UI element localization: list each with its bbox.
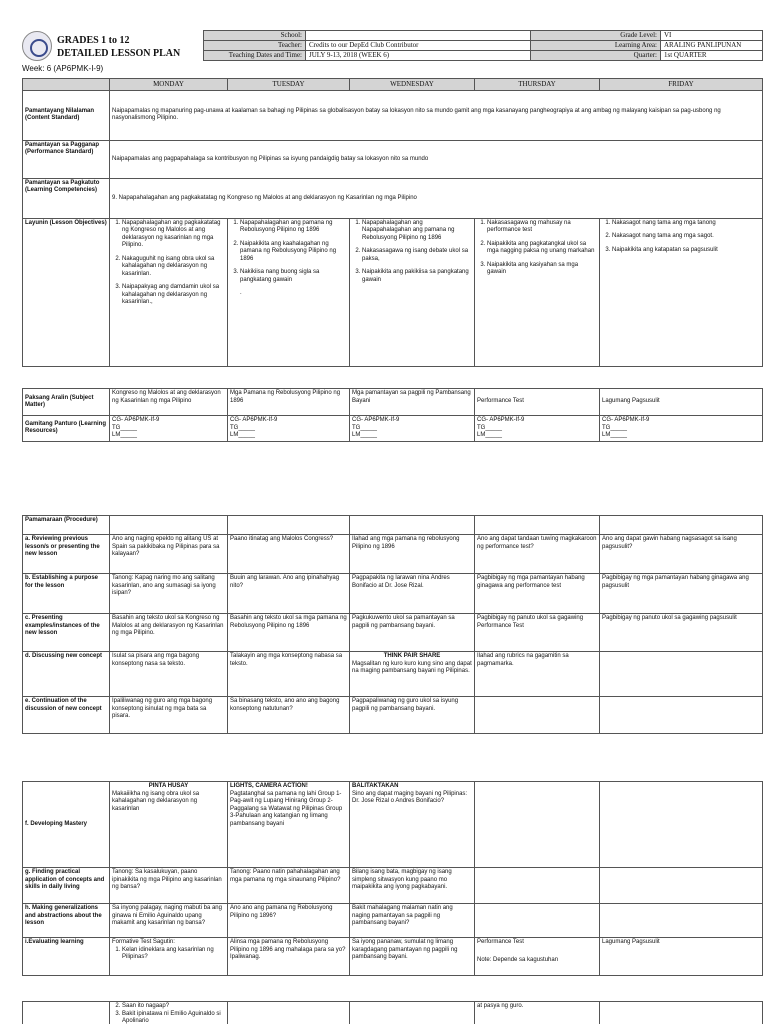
lm-line: LM_____	[230, 432, 256, 438]
dates-value: JULY 9-13, 2018 (WEEK 6)	[306, 51, 531, 61]
step-a-friday: Ano ang dapat gawin habang nagsasagot sa isang pagsusulit?	[600, 535, 763, 574]
objectives-tuesday-extra: .	[240, 290, 242, 297]
list-item: 3. Nakikiisa nang buong sigla sa pangkatang gawain	[240, 269, 347, 284]
competencies-label: Pamantayan sa Pagkatuto (Learning Competencies)	[23, 178, 110, 218]
standards-table	[22, 78, 763, 367]
empty-cell	[600, 1002, 763, 1024]
step-a-tuesday: Paano itinatag ang Malolos Congress?	[228, 535, 350, 574]
empty-cell	[110, 516, 228, 535]
list-item: 2. Nakasagot nang tama ang mga sagot.	[612, 233, 760, 241]
continuation-thursday: at pasya ng guro.	[475, 1002, 600, 1024]
step-b-friday: Pagbibigay ng mga pamantayan habang ginagawa ang pagsusulit	[600, 574, 763, 614]
step-e-label: e. Continuation of the discussion of new concept	[23, 697, 110, 734]
list-item: 3. Bakit ipinatawa ni Emilio Aguinaldo si Apolinario	[122, 1011, 225, 1024]
activity-title: PINTA HUSAY	[148, 783, 189, 789]
objectives-thursday	[475, 218, 600, 366]
objectives-friday	[600, 218, 763, 366]
empty-cell	[600, 782, 763, 868]
subject-thursday: Performance Test	[475, 389, 600, 416]
continuation-table	[22, 1001, 763, 1024]
list-item: 1. Nakasagot nang tama ang mga tanong	[612, 220, 760, 228]
objectives-wednesday	[350, 218, 475, 366]
step-a-label: a. Reviewing previous lesson/s or presenting the new lesson	[23, 535, 110, 574]
curriculum-guide-code: CG- AP6PMK-If-9	[230, 417, 278, 423]
list-item: 1. Nakasasagawa ng mahusay na performance test	[487, 220, 597, 235]
lm-line: LM_____	[602, 432, 628, 438]
continuation-monday	[110, 1002, 228, 1024]
curriculum-guide-code: CG- AP6PMK-If-9	[352, 417, 400, 423]
step-e-friday	[600, 697, 763, 734]
step-a-thursday: Ano ang dapat tandaan tuwing magkakaroon ng performance test?	[475, 535, 600, 574]
procedure-table	[22, 515, 763, 734]
info-table	[203, 30, 763, 61]
performance-test-label: Performance Test	[477, 939, 524, 945]
step-c-thursday: Pagbibigay ng panuto ukol sa gagawing Performance Test	[475, 614, 600, 652]
content-standard-text: Naipapamalas ng mapanuring pag-unawa at kaalaman sa bahagi ng Pilipinas sa globalisasyon batay sa lokasyon nito sa mundo gamit ang mga kasanayang pangheograpiya at ang ambag ng malayang kaisipan sa pag-usbong ng nasyonalismong Pilipino.	[110, 90, 763, 140]
school-label: School:	[204, 31, 306, 41]
list-item: 2. Saan ito nagaap?	[122, 1003, 225, 1011]
note-text: Note: Depende sa kagustuhan	[477, 956, 559, 963]
list-item: 3. Naipakikita ang kasiyahan sa mga gawain	[487, 262, 597, 277]
step-d-wednesday	[350, 652, 475, 697]
step-h-friday	[600, 904, 763, 938]
step-g-label: g. Finding practical application of concepts and skills in daily living	[23, 868, 110, 904]
step-i-friday: Lagumang Pagsusulit	[600, 938, 763, 976]
subject-matter-label: Paksang Aralin (Subject Matter)	[23, 389, 110, 416]
content-standard-label: Pamantayang Nilalaman (Content Standard)	[23, 90, 110, 140]
grade-value: VI	[661, 31, 763, 41]
activity-title: BALITAKTAKAN	[352, 783, 399, 789]
subject-monday: Kongreso ng Malolos at ang deklarasyon ng Kasarinlan ng mga Pilipino	[110, 389, 228, 416]
step-i-label: i.Evaluating learning	[23, 938, 110, 976]
activity-text: Makaiiikha ng isang obra ukol sa kahalagahan ng deklarasyon ng kasarinlan	[112, 790, 200, 812]
empty-cell	[228, 1002, 350, 1024]
deped-seal-icon	[22, 31, 52, 61]
curriculum-guide-code: CG- AP6PMK-If-9	[477, 417, 525, 423]
step-g-wednesday: Bilang isang bata, magbigay ng isang simpleng sitwasyon kung paano mo maipakikita ang iyong pagkabayani.	[350, 868, 475, 904]
empty-cell	[600, 516, 763, 535]
teacher-value: Credits to our DepEd Club Contributor	[306, 41, 531, 51]
resources-monday	[110, 416, 228, 442]
step-f-monday	[110, 782, 228, 868]
curriculum-guide-code: CG- AP6PMK-If-9	[602, 417, 650, 423]
step-h-thursday	[475, 904, 600, 938]
subject-wednesday: Mga pamantayan sa pagpili ng Pambansang Bayani	[350, 389, 475, 416]
step-f-label: f. Developing Mastery	[23, 782, 110, 868]
resources-tuesday	[228, 416, 350, 442]
competencies-text: 9. Napapahalagahan ang pagkakatatag ng Kongreso ng Malolos at ang deklarasyon ng Kasarinlan ng mga Pilipino	[110, 178, 763, 218]
area-value: ARALING PANLIPUNAN	[661, 41, 763, 51]
resources-thursday	[475, 416, 600, 442]
activity-text: Sino ang dapat maging bayani ng Pilipinas: Dr. Jose Rizal o Andres Bonifacio?	[352, 790, 468, 804]
step-b-monday: Tanong: Kapag naring mo ang salitang kasarinlan, ano ang sumasagi sa iyong isipan?	[110, 574, 228, 614]
step-b-tuesday: Buuin ang larawan. Ano ang ipinahahyag nito?	[228, 574, 350, 614]
list-item: 1. Kelan idineklara ang kasarinlan ng Pilipinas?	[122, 947, 225, 962]
step-i-monday	[110, 938, 228, 976]
grade-label: Grade Level:	[531, 31, 661, 41]
curriculum-guide-code: CG- AP6PMK-If-9	[112, 417, 160, 423]
step-i-wednesday: Sa iyong pananaw, sumulat ng limang karagdagang pamantayan ng pagpili ng pambansang bayani.	[350, 938, 475, 976]
step-a-monday: Ano ang naging epekto ng alitang US at Spain sa pakikibaka ng Pilipinas para sa kalayaan?	[110, 535, 228, 574]
step-c-monday: Basahin ang teksto ukol sa Kongreso ng Malolos at ang deklarasyon ng Kasarinlan ng mga Pilipino.	[110, 614, 228, 652]
subject-table	[22, 388, 763, 442]
step-b-wednesday: Pagpapakita ng larawan nina Andres Bonifacio at Dr. Jose Rizal.	[350, 574, 475, 614]
day-friday: FRIDAY	[600, 79, 763, 91]
step-i-thursday	[475, 938, 600, 976]
formative-test-label: Formative Test Sagutin:	[112, 939, 175, 945]
tg-line: TG_____	[230, 424, 256, 431]
procedure-label: Pamamaraan (Procedure)	[23, 516, 110, 535]
list-item: 1. Napapahalagahan ang Napapahalagahan ang pamana ng Rebolusyong Pilipino ng 1896	[362, 220, 472, 243]
corner-cell	[23, 79, 110, 91]
school-value	[306, 31, 531, 41]
day-wednesday: WEDNESDAY	[350, 79, 475, 91]
quarter-value: 1st QUARTER	[661, 51, 763, 61]
step-h-monday: Sa inyong palagay, naging mabuti ba ang ginawa ni Emilio Aguinaldo upang makamit ang kasarinlan ng bansa?	[110, 904, 228, 938]
title-line-2: DETAILED LESSON PLAN	[57, 48, 181, 59]
step-d-monday: Isulat sa pisara ang mga bagong konseptong nasa sa teksto.	[110, 652, 228, 697]
lm-line: LM_____	[112, 432, 138, 438]
step-h-tuesday: Ano ano ang pamana ng Rebolusyong Pilipino ng 1896?	[228, 904, 350, 938]
empty-cell	[475, 516, 600, 535]
step-h-label: h. Making generalizations and abstractions about the lesson	[23, 904, 110, 938]
day-monday: MONDAY	[110, 79, 228, 91]
step-c-label: c. Presenting examples/instances of the new lesson	[23, 614, 110, 652]
performance-standard-label: Pamantayan sa Pagganap (Performance Standard)	[23, 140, 110, 178]
step-g-thursday	[475, 868, 600, 904]
resources-wednesday	[350, 416, 475, 442]
step-d-thursday: Ilahad ang rubrics na gagamitin sa pagmamarka.	[475, 652, 600, 697]
list-item: 2. Nakasasagawa ng isang debate ukol sa paksa,	[362, 248, 472, 263]
step-b-label: b. Establishing a purpose for the lesson	[23, 574, 110, 614]
empty-cell	[228, 516, 350, 535]
step-a-wednesday: Ilahad ang mga pamana ng rebolusyong Pilipino ng 1896	[350, 535, 475, 574]
activity-title: THINK PAIR SHARE	[383, 653, 441, 659]
tg-line: TG_____	[112, 424, 138, 431]
day-thursday: THURSDAY	[475, 79, 600, 91]
list-item: 1. Napapahalagahan ang pagkakatatag ng Kongreso ng Malolos at ang deklarasyon ng kasarinlan ng mga Pilipino.	[122, 220, 225, 250]
empty-cell	[350, 1002, 475, 1024]
list-item: 2. Nakaguguhit ng isang obra ukol sa kahalagahan ng deklarasyon ng kasarinlan.	[122, 256, 225, 279]
empty-cell	[600, 652, 763, 697]
step-e-thursday	[475, 697, 600, 734]
lm-line: LM_____	[352, 432, 378, 438]
activity-text: Magsalitan ng kuro kuro kung sino ang dapat na maging pambansang bayani ng Pilipinas.	[352, 660, 472, 674]
step-e-tuesday: Sa binasang teksto, ano ano ang bagong konseptong natutunan?	[228, 697, 350, 734]
resources-label: Gamitang Panturo (Learning Resources)	[23, 416, 110, 442]
step-e-wednesday: Pagpapaliwanag ng guro ukol sa isyung pagpili ng pambansang bayani.	[350, 697, 475, 734]
list-item: 3. Naipakikita ang pakikiisa sa pangkatang gawain	[362, 269, 472, 284]
dates-label: Teaching Dates and Time:	[204, 51, 306, 61]
objectives-monday	[110, 218, 228, 366]
quarter-label: Quarter:	[531, 51, 661, 61]
objectives-tuesday	[228, 218, 350, 366]
subject-tuesday: Mga Pamana ng Rebolusyong Pilipino ng 1896	[228, 389, 350, 416]
list-item: 3. Naipapakyag ang damdamin ukol sa kahalagahan ng deklarasyon ng kasarinlan.,	[122, 284, 225, 307]
empty-cell	[23, 1002, 110, 1024]
performance-standard-text: Naipapamalas ang pagpapahalaga sa kontribusyon ng Pilipinas sa isyung pandaigdig batay sa lokasyon nito sa mundo	[110, 140, 763, 178]
step-d-label: d. Discussing new concept	[23, 652, 110, 697]
step-i-tuesday: Alinsa mga pamana ng Rebolusyong Pilipino ng 1896 ang mahalaga para sa yo? Ipaliwanag.	[228, 938, 350, 976]
teacher-label: Teacher:	[204, 41, 306, 51]
tg-line: TG_____	[602, 424, 628, 431]
step-g-monday: Tanong: Sa kasalukuyan, paano ipinakikita ng mga Pilipino ang kasarinlan ng bansa?	[110, 868, 228, 904]
week-label: Week: 6 (AP6PMK-I-9)	[22, 64, 104, 73]
objectives-label: Layunin (Lesson Objectives)	[23, 218, 110, 366]
list-item: 3. Naipakikita ang katapatan sa pagsusulit	[612, 247, 760, 255]
step-g-friday	[600, 868, 763, 904]
activity-text: Pagtatanghal sa pamana ng lahi Group 1-Pag-awit ng Lupang Hinirang Group 2-Paggalang sa Watawat ng Pilipinas Group 3-Pahulaan ang katangian ng limang pambansang bayani	[230, 790, 343, 827]
lm-line: LM_____	[477, 432, 503, 438]
tg-line: TG_____	[477, 424, 503, 431]
activity-title: LIGHTS, CAMERA ACTION!	[230, 783, 308, 789]
step-e-monday: Ipaliliwanag ng guro ang mga bagong konseptong isinulat ng mga bata sa pisara.	[110, 697, 228, 734]
resources-friday	[600, 416, 763, 442]
title-line-1: GRADES 1 to 12	[57, 35, 130, 46]
step-h-wednesday: Bakit mahalagang malaman natin ang naging pamantayan sa pagpili ng pambansang bayani?	[350, 904, 475, 938]
list-item: 1. Napapahalagahan ang pamana ng Rebolusyong Pilipino ng 1896	[240, 220, 347, 235]
tg-line: TG_____	[352, 424, 378, 431]
empty-cell	[475, 782, 600, 868]
step-f-tuesday	[228, 782, 350, 868]
step-c-tuesday: Basahin ang teksto ukol sa mga pamana ng Rebolusyong Pilipino ng 1896	[228, 614, 350, 652]
empty-cell	[350, 516, 475, 535]
step-b-thursday: Pagbibigay ng mga pamantayan habang ginagawa ang performance test	[475, 574, 600, 614]
subject-friday: Lagumang Pagsusulit	[600, 389, 763, 416]
step-d-tuesday: Talakayin ang mga konseptong nabasa sa teksto.	[228, 652, 350, 697]
list-item: 2. Naipakikita ang pagkatangkal ukol sa mga nagging paksa ng unang markahan	[487, 241, 597, 256]
procedure-table-continued	[22, 781, 763, 976]
step-g-tuesday: Tanong: Paano natin pahahalagahan ang mga pamana ng mga sinaunang Pilipino?	[228, 868, 350, 904]
day-tuesday: TUESDAY	[228, 79, 350, 91]
step-c-friday: Pagbibigay ng panuto ukol sa gagawing pagsusulit	[600, 614, 763, 652]
list-item: 2. Naipakikita ang kaahalagahan ng pamana ng Rebolusyong Pilipino ng 1896	[240, 241, 347, 264]
area-label: Learning Area:	[531, 41, 661, 51]
step-f-wednesday	[350, 782, 475, 868]
step-c-wednesday: Pagkukuwento ukol sa pamantayan sa pagpili ng pambansang bayani.	[350, 614, 475, 652]
